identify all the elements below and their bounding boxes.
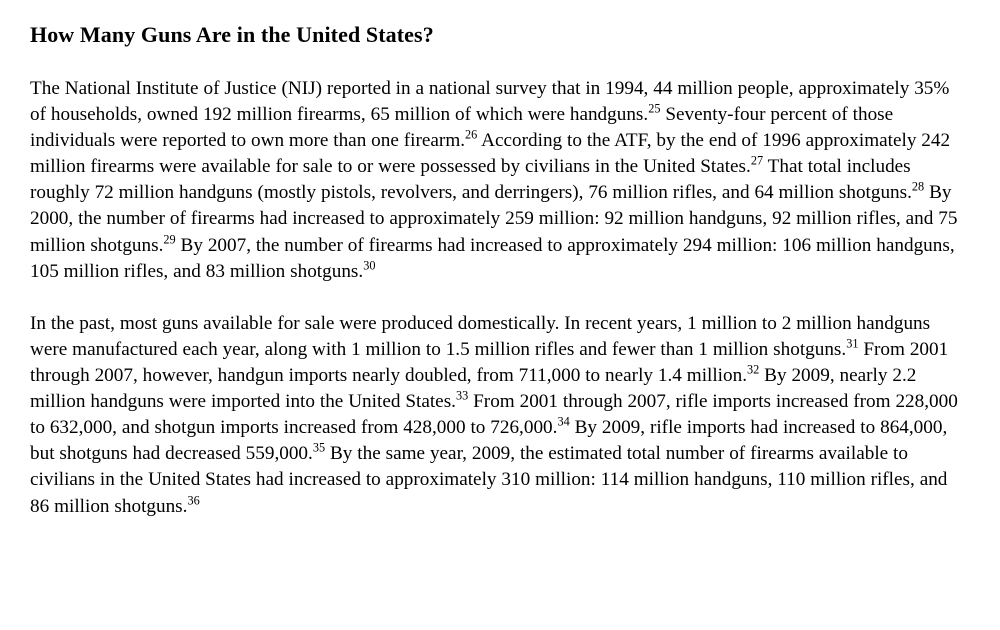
footnote-marker: 32 xyxy=(747,362,760,377)
footnote-marker: 29 xyxy=(163,232,176,247)
footnote-marker: 31 xyxy=(846,336,859,351)
footnote-marker: 33 xyxy=(455,388,469,403)
footnote-marker: 28 xyxy=(911,179,925,194)
paragraph: The National Institute of Justice (NIJ) reported in a national survey that in 1994, 44 million people, approximately 35% of households, owned 192 million firearms, 65 million of which were handguns.$^{25}$ Seventy-four percent of those individuals were reported to own more than one firearm.$^{26}$ According to the ATF, by the end of 1996 approximately 242 million firearms were available for sale to or were possessed by civilians in the United States.$^{27}$ That total includes roughly 72 million handguns (mostly pistols, revolvers, and derringers), 76 million rifles, and 64 million shotguns.$^{28}$ By 2000, the number of firearms had increased to approximately 259 million: 92 million handguns, 92 million rifles, and 75 million shotguns.$^{29}$ By 2007, the number of firearms had increased to approximately 294 million: 106 million handguns, 105 million rifles, and 83 million shotguns.$^{30}$ xyxy=(30,78,958,282)
footnote-marker: 36 xyxy=(187,493,200,508)
footnote-marker: 35 xyxy=(312,440,326,455)
document-body xyxy=(30,76,968,520)
footnote-marker: 27 xyxy=(750,153,764,168)
footnote-marker: 34 xyxy=(557,414,570,429)
footnote-marker: 26 xyxy=(465,127,478,142)
footnote-marker: 30 xyxy=(363,258,376,273)
footnote-marker: 25 xyxy=(648,101,661,116)
paragraph: In the past, most guns available for sale were produced domestically. In recent years, 1 million to 2 million handguns were manufactured each year, along with 1 million to 1.5 million rifles and fewer than 1 million shotguns.$^{31}$ From 2001 through 2007, however, handgun imports nearly doubled, from 711,000 to nearly 1.4 million.$^{32}$ By 2009, nearly 2.2 million handguns were imported into the United States.$^{33}$ From 2001 through 2007, rifle imports increased from 228,000 to 632,000, and shotgun imports increased from 428,000 to 726,000.34 By 2009, rifle imports had increased to 864,000, but shotguns had decreased 559,000.35 By the same year, 2009, the estimated total number of firearms available to civilians in the United States had increased to approximately 310 million: 114 million handguns, 110 million rifles, and 86 million shotguns.$^{36}$ xyxy=(30,312,958,517)
page-title: How Many Guns Are in the United States? xyxy=(30,22,434,47)
